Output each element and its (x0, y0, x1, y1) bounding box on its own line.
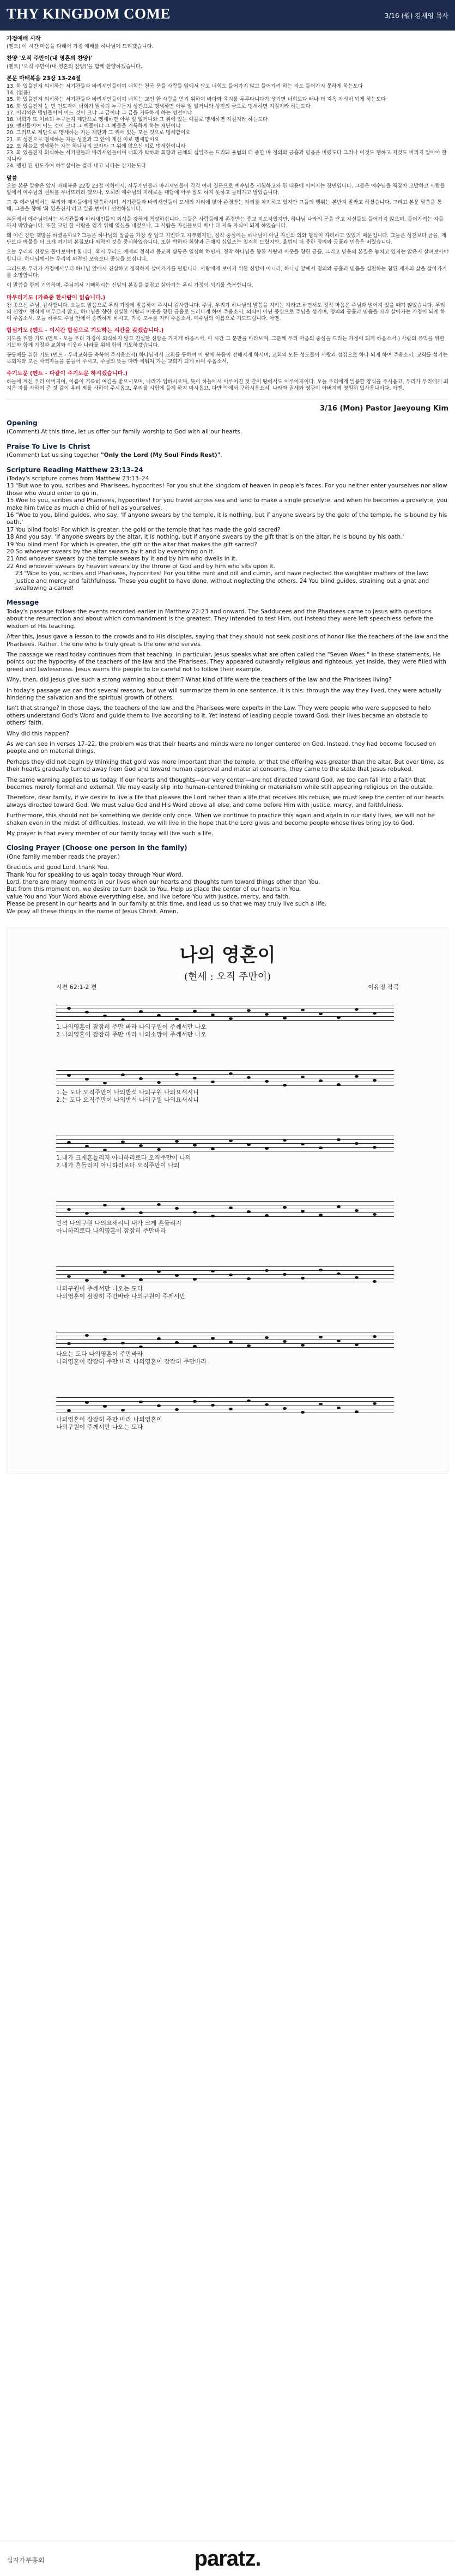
verse-number: 15 (7, 497, 14, 504)
lyric-line: 나의영혼이 잠잠히 주만 바라 나의영혼이 잠잠히 주만바라 (56, 1358, 207, 1366)
note-head (85, 1212, 89, 1215)
en-verse (7, 570, 448, 592)
en-message-para: Furthermore, this should not be something we decide only once. When we continue to practice this again and again in our daily lives, we will not be shaken even in the midst of difficulties. Instead, we will live in the hope that the Lord gives and become people whose lives bring joy to God. (7, 812, 435, 827)
en-verse-list (7, 482, 448, 592)
en-message-para: As we can see in verses 17–22, the problem was that their hearts and minds were no longer centered on God. Instead, they had become focused on people and on material things. (7, 740, 436, 755)
lyric-line: 2.는 도다 오직주만이 나의반석 나의구원 나의요새시니 (56, 1096, 199, 1104)
en-verse (7, 563, 448, 570)
en-message-para: After this, Jesus gave a lesson to the crowds and to His disciples, saying that they should not seek positions of honor like the teachers of the law and the Pharisees. Rather, the one who is truly great is the one who serves. (7, 634, 448, 648)
note-head (265, 1403, 269, 1406)
en-praise-title: Praise To Live Is Christ (7, 442, 90, 450)
note-head (139, 1211, 143, 1214)
en-message-para: Perhaps they did not begin by thinking that gold was more important than the temple, or that the offering was greater than the altar. But over time, as their hearts gradually turned away from God and toward human approval and material concerns, they came to the state that Jesus rebuked. (7, 758, 444, 773)
verse-text: And you say, 'If anyone swears by the altar, it is nothing, but if anyone swears by the gift that is on the altar, he is bound by his oath.' (15, 534, 404, 541)
note-head (301, 1143, 305, 1145)
note-head (247, 1399, 251, 1402)
staff-line (56, 1139, 394, 1140)
lyric-line: 나의영혼이 잠잠히 주만 바라 나의영혼이 (56, 1416, 162, 1423)
music-staff (56, 1329, 394, 1350)
note-head (337, 1138, 341, 1141)
note-head (175, 1408, 179, 1411)
score-reference: 시편 62:1-2 편 (56, 984, 97, 991)
note-head (121, 1275, 125, 1277)
note-head (211, 1215, 215, 1217)
ko-community-prayer-text: 공동체를 위한 기도 (멘트 - 우리교회를 축복해 주시옵소서) 하나님께서 교회를 통하여 이 땅에 복음이 전해지게 하시며, 교회의 모든 성도들이 사랑과 섬김으로 하나 되게 하여 주옵소서. 교회를 섬기는 목회자와 모든 사역자들을 붙들어 주시고, 주님의 뜻을 따라 세워져 가는 교회가 되게 하여 주옵소서. (7, 352, 448, 365)
note-head (121, 1342, 125, 1344)
staff-line (56, 1143, 394, 1144)
brand-title: THY KINGDOM COME (7, 5, 171, 22)
music-system (56, 1067, 394, 1121)
ko-verse: 19. 맹인들이여 어느 것이 크냐 그 예물이냐 그 예물을 거룩하게 하는 제단이냐 (7, 123, 181, 130)
en-opening-text: (Comment) At this time, let us offer our family worship to God with all our hearts. (7, 429, 242, 436)
note-head (67, 1074, 71, 1077)
note-head (103, 1204, 107, 1206)
note-head (103, 1405, 107, 1408)
ko-opening-text: (멘트) 이 시간 마음을 다해서 가정 예배를 하나님께 드리겠습니다. (7, 44, 154, 50)
note-head (283, 1407, 287, 1410)
verse-text: Woe to you, scribes and Pharisees, hypocrites! For you travel across sea and land to make a single proselyte, and when he becomes a proselyte, you make him twice as much a child of hell as yourselves. (7, 497, 447, 511)
note-head (193, 1211, 197, 1214)
note-head (121, 1073, 125, 1076)
ko-verse-list (7, 83, 448, 170)
staff-line (56, 1343, 394, 1344)
church-logo: 십자가부흥회 (7, 2556, 45, 2564)
staff-line (56, 1020, 394, 1021)
verse-text: So whoever swears by the altar swears by it and by everything on it. (15, 548, 215, 556)
en-message-para: Why, then, did Jesus give such a strong warning about them? What kind of life were the teachers of the law and the Pharisees living? (7, 677, 392, 684)
ko-lords-prayer-text: 하늘에 계신 우리 아버지여, 이름이 거룩히 여김을 받으시오며, 나라가 임하시오며, 뜻이 하늘에서 이루어진 것 같이 땅에서도 이루어지이다. 오늘 우리에게 일용할 양식을 주시옵고, 우리가 우리에게 죄 지은 자를 사하여 준 것 같이 우리 죄를 사하여 주시옵고, 우리를 시험에 들게 하지 마시옵고, 다만 악에서 구하시옵소서. 나라와 권세와 영광이 아버지께 영원히 있사옵나이다. 아멘. (7, 378, 448, 391)
en-verse (7, 482, 448, 497)
closing-line: Gracious and good Lord, thank You. (7, 864, 110, 871)
note-head (265, 1269, 269, 1272)
note-head (337, 1340, 341, 1342)
ko-message-para: 본문에서 예수님께서는 서기관들과 바리새인들의 외식을 강하게 책망하십니다. 그들은 사람들에게 존경받는 종교 지도자였지만, 하나님 나라의 문을 닫고 자신들도 들어가지 않으며, 들어가려는 자들까지 막았습니다. 또한 교인 한 사람을 얻기 위해 열심을 내었으나, 그 사람을 자신들보다 배나 더 지옥 자식이 되게 하였습니다. (7, 216, 444, 229)
note-head (229, 1408, 233, 1410)
note-head (337, 1272, 341, 1275)
note-head (301, 1344, 305, 1347)
lyric-line: 나의구원이 주께서만 나오는 도다 (56, 1423, 143, 1431)
verse-number: 18 (7, 534, 14, 541)
staff-line (56, 1147, 394, 1148)
note-head (67, 1409, 71, 1412)
closing-line: Thank You for speaking to us again today through Your Word. (7, 871, 183, 878)
score-subtitle: (현세 : 오직 주만이) (184, 971, 271, 983)
en-closing-title: Closing Prayer (Choose one person in the family) (7, 844, 187, 852)
note-head (211, 1270, 215, 1272)
ko-scripture-title: 본문 마태복음 23장 13-24절 (7, 75, 81, 82)
closing-line: Please be present in our hearts and in our family at this time, and lead us so that we may truly live such a life. (7, 901, 327, 908)
note-head (229, 1139, 233, 1142)
en-message-para: My prayer is that every member of our family today will live such a life. (7, 830, 214, 837)
english-section (0, 420, 455, 915)
staff-line (56, 1266, 394, 1267)
music-staff (56, 1002, 394, 1023)
lyric-line: 1.내가 크게흔들리지 아니하리로다 오직주만이 나의 (56, 1154, 191, 1162)
note-head (211, 1081, 215, 1083)
note-head (247, 1143, 251, 1146)
note-head (85, 1334, 89, 1337)
note-head (247, 1009, 251, 1012)
ko-verse: 23. 화 있을진저 외식하는 서기관들과 바리새인들이여 너희가 박하와 회향과 근채의 십일조는 드리되 율법의 더 중한 바 정의와 긍휼과 믿음은 버렸도다 그러나 이것도 행하고 저것도 버리지 말아야 할지니라 (7, 150, 447, 163)
note-head (157, 1270, 161, 1273)
note-head (121, 1409, 125, 1411)
en-praise-text (7, 452, 448, 459)
lyric-line: 2.나의영혼이 잠잠히 주만 바라 나의소망이 주께서만 나오 (56, 1031, 207, 1039)
header-date: 3/16 (월) 김재영 목사 (384, 12, 448, 20)
staff-line (56, 1347, 394, 1348)
note-head (157, 1203, 161, 1206)
note-head (157, 1404, 161, 1407)
en-closing-intro: (One family member reads the prayer.) (7, 853, 120, 860)
ko-verse: 14. (없음) (7, 90, 31, 96)
ko-verse: 20. 그러므로 제단으로 맹세하는 자는 제단과 그 위에 있는 모든 것으로 맹세함이요 (7, 130, 191, 136)
ko-verse: 21. 또 성전으로 맹세하는 자는 성전과 그 안에 계신 이로 맹세함이요 (7, 136, 160, 143)
note-head (67, 1342, 71, 1345)
note-head (85, 1078, 89, 1081)
verse-number: 21 (7, 556, 14, 563)
verse-text: And whoever swears by the temple swears by it and by him who dwells in it. (15, 556, 238, 563)
note-head (265, 1147, 269, 1150)
en-opening-title: Opening (7, 419, 38, 427)
en-scripture-title: Scripture Reading Matthew 23:13–24 (7, 466, 143, 474)
closing-line: We pray all these things in the name of Jesus Christ. Amen. (7, 908, 179, 915)
korean-section (0, 36, 455, 392)
staff-line (56, 1012, 394, 1013)
staff-line (56, 1397, 394, 1398)
staff-line (56, 1016, 394, 1017)
music-system (56, 1198, 394, 1252)
note-head (103, 1015, 107, 1017)
verse-number: 16 (7, 512, 14, 518)
music-staff (56, 1198, 394, 1220)
note-head (355, 1343, 359, 1346)
english-divider: 3/16 (Mon) Pastor Jaeyoung Kim (7, 400, 448, 413)
note-head (319, 1012, 323, 1015)
note-head (193, 1144, 197, 1147)
music-system (56, 1132, 394, 1187)
note-head (301, 1277, 305, 1280)
note-head (301, 1009, 305, 1011)
en-verse (7, 527, 448, 534)
note-head (175, 1274, 179, 1277)
en-verse (7, 534, 448, 541)
note-head (229, 1072, 233, 1075)
note-head (319, 1269, 323, 1271)
verse-number: 20 (7, 548, 14, 556)
en-message-para: In today's passage we can find several reasons, but we will summarize them in one sentence, it is this: through the way they lived, they were actually hindering the salvation and the spiritual growth of others. (7, 687, 442, 701)
ko-message-para: 오늘 본문 말씀은 앞서 마태복음 22장 23절 이하에서, 사두개인들과 바리새인들이 각각 여러 질문으로 예수님을 시험하고자 한 내용에 이어지는 장면입니다. 그들은 예수님을 책잡아 고발하고 사람들 앞에서 예수님의 권위를 무너뜨리려 했으나, 오히려 예수님의 지혜로운 대답에 아무 말도 하지 못하고 물러가고 말았습니다. (7, 183, 445, 196)
note-head (211, 1148, 215, 1150)
ko-verse: 22. 또 하늘로 맹세하는 자는 하나님의 보좌와 그 위에 앉으신 이로 맹세함이니라 (7, 143, 186, 149)
lyric-line: 1.나의영혼이 잠잠히 주만 바라 나의구원이 주께서만 나오 (56, 1023, 207, 1031)
staff-line (56, 1274, 394, 1275)
note-head (103, 1271, 107, 1274)
en-message-para: Isn't that strange? In those days, the teachers of the law and the Pharisees were experts in the Law. They were people who were supposed to help others understand God's Word and guide them to live according to it. Yet instead of leading people toward God, their lives became an obstacle to others' faith. (7, 705, 431, 727)
ko-praise-title: 찬양 '오직 주만이(내 영혼의 찬양)' (7, 56, 93, 62)
note-head (211, 1404, 215, 1407)
closing-line: value You and Your Word above everything else, and live before You with justice, mercy, and faith. (7, 893, 290, 900)
note-head (85, 1401, 89, 1404)
note-head (355, 1276, 359, 1279)
en-praise-lead: (Comment) Let us sing together (7, 452, 101, 459)
note-head (247, 1277, 251, 1280)
note-head (283, 1340, 287, 1343)
ko-message-para: 그 후 예수님께서는 무리와 제자들에게 말씀하시며, 서기관들과 바리새인들이 모세의 자리에 앉아 존경받는 자리를 차지하고 있지만 그들의 행위는 본받지 말라고 하셨습니다. 그리고 본문 말씀을 통해, 그들을 향해 '화 있을진저'라고 일곱 번이나 선언하십니다. (7, 200, 442, 213)
en-praise-tail: . (220, 452, 222, 459)
note-head (175, 1207, 179, 1210)
ko-lords-prayer-title: 주기도문 (멘트 - 다같이 주기도문 하시겠습니다.) (7, 371, 128, 377)
en-praise-song: "Only the Lord (My Soul Finds Rest)" (101, 452, 221, 459)
ko-message-para: 그러므로 우리가 가정에서부터 하나님 앞에서 진실하고 정직하게 살아가기를 원합니다. 사람에게 보이기 위한 신앙이 아니라, 하나님 앞에서 정의와 긍휼과 믿음을 실천하는 참된 제자의 삶을 살아가기를 소망합니다. (7, 266, 447, 279)
music-system (56, 1002, 394, 1056)
music-system (56, 1329, 394, 1383)
lyric-line: 나의영혼이 잠잠히 주만바라 나의구원이 주께서만 (56, 1293, 186, 1300)
verse-text: You blind fools! For which is greater, the gold or the temple that has made the gold sacred? (15, 526, 281, 533)
note-head (265, 1080, 269, 1083)
en-closing-prayer (7, 864, 448, 915)
note-head (283, 1273, 287, 1276)
verse-text: And whoever swears by heaven swears by the throne of God and by him who sits upon it. (15, 563, 275, 570)
lyric-line: 1.는 도다 오직주만이 나의반석 나의구원 나의요새시니 (56, 1089, 199, 1096)
note-head (283, 1017, 287, 1019)
note-head (283, 1139, 287, 1142)
score-composer: 이유정 작곡 (368, 984, 399, 991)
en-verse (7, 556, 448, 563)
note-head (373, 1280, 377, 1283)
note-head (175, 1140, 179, 1143)
staff-line (56, 1216, 394, 1217)
verse-text: "Woe to you, scribes and Pharisees, hypocrites! For you tithe mint and dill and cumin, and have neglected the weightier matters of the law: justice and mercy and faithfulness. These you ought to have done, without neglecting the others. 24 You blind guides, straining out a gnat and swallowing a camel! (15, 570, 429, 592)
note-head (319, 1336, 323, 1338)
en-verse (7, 548, 448, 556)
ko-praise-text: (멘트) '오직 주만이(내 영혼의 찬양)'을 함께 찬양하겠습니다. (7, 63, 142, 70)
lyric-line: 2.내가 흔들리지 아니하리로다 오직주만이 나의 (56, 1162, 180, 1169)
sheet-music (7, 927, 448, 1474)
note-head (175, 1073, 179, 1076)
ko-message-para: 왜 이런 강한 책망을 하셨을까요? 그들은 하나님의 말씀을 가장 잘 알고 지킨다고 자부했지만, 정작 중심에는 하나님이 아닌 자신의 의와 형식이 자리하고 있었기 때문입니다. 그들은 성전보다 금을, 제단보다 예물을 더 크게 여기며 본질보다 외적인 것을 중시하였습니다. 또한 박하와 회향과 근채의 십일조는 철저히 드렸지만, 율법의 더 중한 정의와 긍휼과 믿음은 버렸습니다. (7, 233, 446, 246)
ko-verse: 16. 화 있을진저 눈 먼 인도자여 너희가 말하되 누구든지 성전으로 맹세하면 아무 일 없거니와 성전의 금으로 맹세하면 지킬지라 하는도다 (7, 103, 311, 110)
en-message-para: Therefore, dear family, if we desire to live a life that pleases the Lord rather than a life that receives His rebuke, we must keep the center of our hearts always directed toward God. We must value God and His Word above all else, and come before Him with justice, mercy, and faithfulness. (7, 794, 444, 809)
note-head (139, 1346, 143, 1348)
en-message-para: Today's passage follows the events recorded earlier in Matthew 22:23 and onward. The Sadducees and the Pharisees came to Jesus with questions about the resurrection and about which commandment is the greatest. They intended to test Him, but instead they were left speechless before the wisdom of His teaching. (7, 608, 433, 630)
note-head (373, 1213, 377, 1216)
ko-prayer-text: 참 좋으신 주님, 감사합니다. 오늘도 말씀으로 우리 가정에 말씀하여 주시니 감사합니다. 주님, 우리가 하나님의 말씀을 지키는 자라고 하면서도 정작 마음은 주님과 멀어져 있을 때가 많았습니다. 우리의 신앙이 형식에 머무르지 않고, 하나님을 향한 진실한 사랑과 이웃을 향한 긍휼로 드러나게 하여 주옵소서. 외식이 아닌 중심으로 주님을 섬기며, 정의와 긍휼과 믿음을 따라 살아가는 가정이 되게 하여 주옵소서. 오늘 하루도 주님 안에서 승리하게 하시고, 가족 모두를 지켜 주옵소서. 예수님의 이름으로 기도드립니다. 아멘. (7, 302, 445, 322)
note-head (193, 1077, 197, 1079)
music-staff (56, 1132, 394, 1154)
ko-message-para: 오늘 우리의 신앙도 돌아보아야 합니다. 혹시 우리도 예배의 형식과 종교적 활동은 열심히 하면서, 정작 하나님을 향한 사랑과 이웃을 향한 긍휼, 그리고 믿음의 본질은 놓치고 있지는 않은지 살펴보아야 합니다. 하나님께서는 우리의 외적인 모습보다 중심을 보십니다. (7, 249, 448, 262)
note-head (265, 1013, 269, 1016)
lyric-line: 아니하리로다 나의영혼이 잠잠히 주만바라 (56, 1227, 166, 1235)
verse-number: 19 (7, 541, 14, 548)
verse-number: 17 (7, 526, 14, 533)
note-head (67, 1007, 71, 1010)
verse-text: "But woe to you, scribes and Pharisees, hypocrites! For you shut the kingdom of heaven in people's faces. For you neither enter yourselves nor allow those who would enter to go in. (7, 482, 447, 497)
music-staff (56, 1263, 394, 1285)
en-message-para: Why did this happen? (7, 730, 69, 737)
note-head (283, 1084, 287, 1087)
lyric-line: 나의구원이 주께서만 나오는 도다 (56, 1285, 143, 1293)
closing-line: But from this moment on, we desire to turn back to You. Help us place the center of our hearts in You, (7, 886, 301, 893)
en-message-para: The same warning applies to us today. If our hearts and thoughts—our very center—are not directed toward God, we too can fall into a faith that becomes merely formal and external. We may easily slip into human-centered thinking or materialism while still appearing religious on the outside. (7, 776, 434, 791)
ko-joint-prayer-text: 기도를 위한 기도 (멘트 - 오늘 우리 가정이 외식하지 않고 진실한 신앙을 가지게 하옵소서, 이 시간 그 분만을 바라보며, 그분께 우리 마음의 중심을 드리는 가정이 되게 하옵소서.) 사람의 유익을 위한 기도와 함께 가정과 교회와 이웃과 나라를 위해 함께 기도하겠습니다. (7, 335, 445, 348)
staff-line (56, 1070, 394, 1071)
verse-text: "Woe to you, blind guides, who say, 'If anyone swears by the temple, it is nothing, but if anyone swears by the gold of the temple, he is bound by his oath.' (7, 512, 447, 526)
note-head (157, 1081, 161, 1084)
ko-verse: 15. 화 있을진저 외식하는 서기관들과 바리새인들이여 너희는 교인 한 사람을 얻기 위하여 바다와 육지를 두루다니다가 생기면 너희보다 배나 더 지옥 자식이 되게 하는도다 (7, 96, 386, 103)
note-head (67, 1208, 71, 1211)
note-head (265, 1336, 269, 1339)
verse-text: You blind men! For which is greater, the gift or the altar that makes the gift sacred? (15, 541, 257, 548)
note-head (139, 1401, 143, 1403)
music-staff (56, 1394, 394, 1416)
en-scripture-intro: (Today's scripture comes from Matthew 23:13–24 (7, 475, 149, 482)
page-header (0, 0, 455, 31)
verse-number: 13 (7, 482, 14, 490)
en-message-title: Message (7, 599, 39, 607)
note-head (355, 1209, 359, 1212)
note-head (319, 1147, 323, 1149)
note-head (373, 1146, 377, 1149)
en-verse (7, 512, 448, 527)
verse-number: 23 (15, 570, 23, 577)
music-system (56, 1263, 394, 1318)
en-verse (7, 541, 448, 548)
note-head (103, 1082, 107, 1084)
note-head (193, 1278, 197, 1281)
note-head (337, 1016, 341, 1019)
staff-line (56, 1212, 394, 1213)
ko-message-title: 말씀 (7, 175, 17, 182)
note-head (229, 1274, 233, 1276)
music-system (56, 1394, 394, 1449)
ko-verse: 24. 맹인 된 인도자여 하루살이는 걸러 내고 낙타는 삼키는도다 (7, 163, 147, 170)
note-head (85, 1011, 89, 1013)
note-head (355, 1142, 359, 1145)
lyric-line: 반석 나의구원 나의요새시니 내가 크게 흔들리지 (56, 1220, 182, 1227)
ko-verse: 13. 화 있을진저 외식하는 서기관들과 바리새인들이여 너희는 천국 문을 사람들 앞에서 닫고 너희도 들어가지 않고 들어가려 하는 자도 들어가지 못하게 하는도다 (7, 83, 363, 90)
note-head (121, 1018, 125, 1021)
ko-joint-prayer-title: 합심기도 (멘트 - 이시간 합심으로 기도하는 시간을 갖겠습니다.) (7, 328, 164, 334)
note-head (301, 1411, 305, 1414)
note-head (355, 1008, 359, 1011)
ko-prayer-title: 마무리기도 (가족중 한사람이 읽습니다.) (7, 294, 106, 301)
note-head (139, 1077, 143, 1080)
verse-number: 22 (7, 563, 14, 570)
music-staff (56, 1067, 394, 1089)
note-head (373, 1012, 377, 1015)
ko-message-para: 이 말씀을 함께 기억하며, 주님께서 기뻐하시는 신앙의 본질을 붙잡고 살아가는 우리 가정이 되기를 축복합니다. (7, 282, 253, 289)
staff-line (56, 1401, 394, 1402)
ko-verse: 18. 너희가 또 이르되 누구든지 제단으로 맹세하면 아무 일 없거니와 그 위에 있는 예물로 맹세하면 지킬지라 하는도다 (7, 117, 268, 123)
ko-verse: 17. 어리석은 맹인들이여 어느 것이 크냐 그 금이냐 그 금을 거룩하게 하는 성전이냐 (7, 110, 192, 116)
staff-line (56, 1201, 394, 1202)
staff-line (56, 1074, 394, 1075)
staff-line (56, 1270, 394, 1271)
lyric-line: 나오는 도다 나의영혼이 주만바라 (56, 1350, 143, 1358)
page-footer (0, 2541, 455, 2576)
paratz-logo: paratz. (194, 2547, 261, 2571)
staff-line (56, 1085, 394, 1086)
note-head (139, 1278, 143, 1281)
note-head (121, 1208, 125, 1210)
note-head (337, 1205, 341, 1208)
note-head (193, 1400, 197, 1403)
ko-opening-title: 가정예배 시작 (7, 36, 41, 42)
note-head (247, 1076, 251, 1079)
closing-line: Lord, there are many moments in our lives when our hearts and thoughts turn toward things other than You. (7, 879, 320, 886)
note-head (103, 1338, 107, 1341)
en-message-para: The passage we read today continues from that teaching. In particular, Jesus speaks what are often called the "Seven Woes." In these statements, He points out the hypocrisy of the teachers of the law and the Pharisees. They appeared outwardly religious and righteous, yet inside, they were filled with greed and lawlessness. Jesus warns the people to be careful not to follow their example. (7, 651, 446, 673)
note-head (373, 1335, 377, 1338)
score-title: 나의 영혼이 (179, 944, 276, 967)
en-verse (7, 497, 448, 512)
